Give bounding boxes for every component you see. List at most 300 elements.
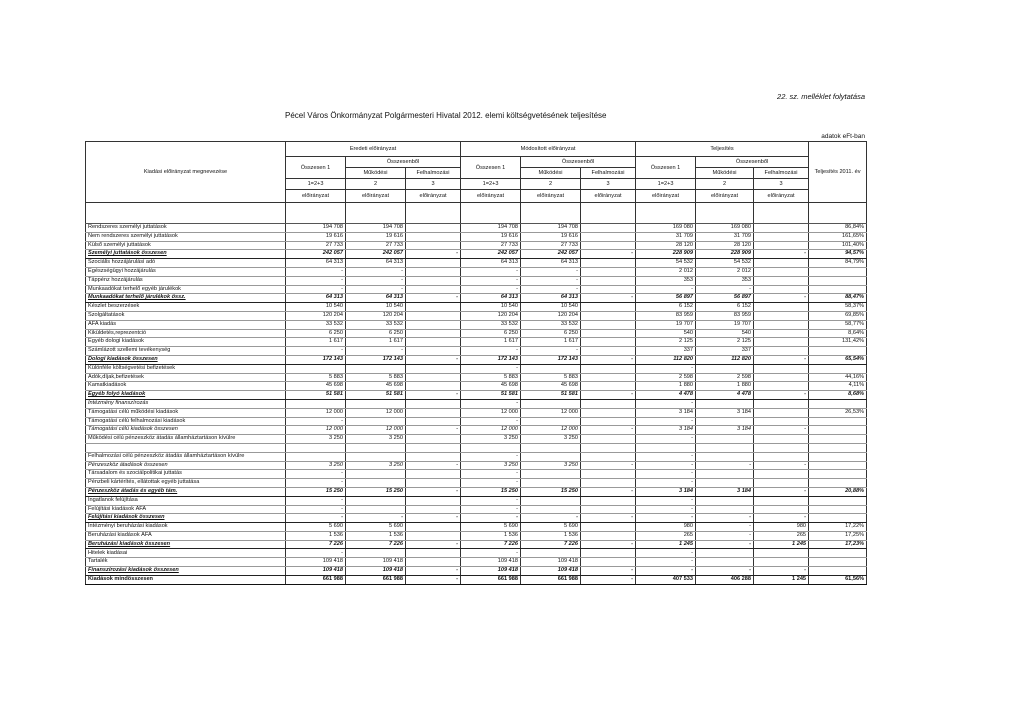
- cell-value: [809, 364, 867, 373]
- cell-value: 540: [696, 329, 754, 338]
- cell-value: 83 959: [636, 311, 696, 320]
- cell-value: [696, 417, 754, 426]
- cell-value: -: [754, 567, 809, 576]
- cell-value: 64 313: [286, 259, 346, 268]
- cell-value: 5 883: [346, 373, 406, 382]
- cell-value: -: [754, 487, 809, 496]
- cell-value: 169 080: [696, 224, 754, 233]
- cell-value: [754, 399, 809, 408]
- cell-value: [754, 479, 809, 488]
- cell-value: 120 204: [461, 311, 521, 320]
- cell-value: 88,47%: [809, 294, 867, 303]
- cell-value: [346, 496, 406, 505]
- cell-value: [581, 443, 636, 452]
- cell-value: -: [461, 267, 521, 276]
- row-label: Személyi juttatások összesen: [86, 250, 286, 259]
- header-col-2: 2: [696, 179, 754, 190]
- cell-value: 56 897: [696, 294, 754, 303]
- table-row: [86, 408, 867, 417]
- cell-value: 1 536: [461, 531, 521, 540]
- row-label: Számlázott szellemi tevékenység: [86, 347, 286, 356]
- cell-value: -: [636, 558, 696, 567]
- table-row: [86, 523, 867, 532]
- cell-value: [581, 267, 636, 276]
- cell-value: 1 536: [286, 531, 346, 540]
- header-mukodesi: Működési: [696, 168, 754, 179]
- cell-value: [754, 505, 809, 514]
- cell-value: [521, 203, 581, 224]
- cell-value: 3 250: [461, 435, 521, 444]
- cell-value: 12 000: [286, 408, 346, 417]
- cell-value: -: [696, 461, 754, 470]
- cell-value: 228 909: [696, 250, 754, 259]
- cell-value: -: [581, 540, 636, 549]
- table-row: [86, 531, 867, 540]
- cell-value: 10 540: [286, 303, 346, 312]
- cell-value: [696, 399, 754, 408]
- cell-value: 84,79%: [809, 259, 867, 268]
- cell-value: [754, 311, 809, 320]
- cell-value: -: [581, 514, 636, 523]
- cell-value: 3 184: [636, 408, 696, 417]
- cell-value: [286, 364, 346, 373]
- cell-value: [696, 496, 754, 505]
- row-label: Ingatlanok felújítása: [86, 496, 286, 505]
- cell-value: [521, 364, 581, 373]
- row-label: Adók,díjak,befizetések: [86, 373, 286, 382]
- cell-value: 1 245: [754, 540, 809, 549]
- cell-value: [581, 329, 636, 338]
- table-body: [86, 203, 867, 585]
- cell-value: [754, 347, 809, 356]
- cell-value: 109 418: [521, 567, 581, 576]
- table-header: [86, 142, 867, 203]
- cell-value: 109 418: [461, 558, 521, 567]
- cell-value: -: [346, 267, 406, 276]
- cell-value: [581, 320, 636, 329]
- header-eloiranyzat: előirányzat: [461, 190, 521, 203]
- table-row: [86, 470, 867, 479]
- row-label: Kiadások mindösszesen: [86, 575, 286, 584]
- cell-value: -: [461, 505, 521, 514]
- cell-value: -: [696, 567, 754, 576]
- cell-value: 26,53%: [809, 408, 867, 417]
- cell-value: 109 418: [286, 558, 346, 567]
- cell-value: -: [461, 364, 521, 373]
- cell-value: 12 000: [521, 408, 581, 417]
- cell-value: [406, 417, 461, 426]
- cell-value: 64 313: [461, 294, 521, 303]
- cell-value: 69,85%: [809, 311, 867, 320]
- cell-value: 6 152: [636, 303, 696, 312]
- cell-value: 8,68%: [809, 391, 867, 400]
- cell-value: -: [581, 250, 636, 259]
- header-total: Összesen 1: [636, 157, 696, 179]
- cell-value: 19 616: [346, 232, 406, 241]
- row-label: Egyéb folyó kiadások: [86, 391, 286, 400]
- row-label: Beruházási kiadások ÁFA: [86, 531, 286, 540]
- cell-value: 540: [636, 329, 696, 338]
- cell-value: [406, 549, 461, 558]
- cell-value: [754, 232, 809, 241]
- cell-value: 12 000: [521, 426, 581, 435]
- cell-value: 19 616: [461, 232, 521, 241]
- budget-table: [85, 141, 867, 585]
- cell-value: 61,56%: [809, 575, 867, 584]
- row-label: Támogatási célú kiadások összesen: [86, 426, 286, 435]
- header-felhalmozasi: Felhalmozási: [754, 168, 809, 179]
- cell-value: [809, 347, 867, 356]
- cell-value: [346, 452, 406, 461]
- cell-value: [696, 443, 754, 452]
- cell-value: [581, 241, 636, 250]
- cell-value: [346, 417, 406, 426]
- cell-value: [754, 549, 809, 558]
- cell-value: [406, 285, 461, 294]
- header-eloiranyzat: előirányzat: [636, 190, 696, 203]
- cell-value: -: [346, 347, 406, 356]
- row-label: Dologi kiadások összesen: [86, 355, 286, 364]
- header-formula: 1=2+3: [461, 179, 521, 190]
- cell-value: -: [636, 549, 696, 558]
- cell-value: 1 536: [346, 531, 406, 540]
- cell-value: [581, 435, 636, 444]
- cell-value: 51 581: [286, 391, 346, 400]
- cell-value: 19 616: [521, 232, 581, 241]
- table-row: [86, 338, 867, 347]
- cell-value: [521, 496, 581, 505]
- cell-value: [286, 399, 346, 408]
- cell-value: [581, 523, 636, 532]
- cell-value: 6 250: [461, 329, 521, 338]
- cell-value: 161,65%: [809, 232, 867, 241]
- table-row: [86, 461, 867, 470]
- row-label: Kamatkiadások: [86, 382, 286, 391]
- cell-value: [406, 224, 461, 233]
- cell-value: -: [406, 294, 461, 303]
- cell-value: [581, 276, 636, 285]
- cell-value: 12 000: [461, 408, 521, 417]
- cell-value: [809, 417, 867, 426]
- table-row: [86, 373, 867, 382]
- cell-value: [809, 452, 867, 461]
- cell-value: 33 532: [286, 320, 346, 329]
- cell-value: [581, 558, 636, 567]
- cell-value: 3 250: [286, 435, 346, 444]
- cell-value: 242 057: [286, 250, 346, 259]
- cell-value: [809, 567, 867, 576]
- cell-value: 242 057: [346, 250, 406, 259]
- cell-value: -: [636, 505, 696, 514]
- cell-value: [581, 303, 636, 312]
- unit-label: adatok eFt-ban: [821, 133, 865, 140]
- table-row: [86, 417, 867, 426]
- cell-value: -: [581, 567, 636, 576]
- table-row: [86, 567, 867, 576]
- cell-value: 7 226: [346, 540, 406, 549]
- cell-value: [809, 558, 867, 567]
- cell-value: -: [696, 531, 754, 540]
- cell-value: 1 880: [636, 382, 696, 391]
- cell-value: 3 250: [346, 435, 406, 444]
- cell-value: -: [521, 514, 581, 523]
- cell-value: -: [581, 575, 636, 584]
- table-row: [86, 558, 867, 567]
- cell-value: 2 125: [696, 338, 754, 347]
- cell-value: 5 883: [521, 373, 581, 382]
- cell-value: [406, 364, 461, 373]
- cell-value: -: [636, 479, 696, 488]
- cell-value: [754, 417, 809, 426]
- cell-value: -: [286, 549, 346, 558]
- table-row: [86, 479, 867, 488]
- cell-value: -: [581, 391, 636, 400]
- cell-value: -: [461, 514, 521, 523]
- cell-value: -: [406, 355, 461, 364]
- cell-value: [286, 452, 346, 461]
- header-ratio: Teljesítés 2011. év: [809, 142, 867, 203]
- cell-value: [581, 452, 636, 461]
- cell-value: 2 012: [696, 267, 754, 276]
- cell-value: [581, 531, 636, 540]
- cell-value: [581, 479, 636, 488]
- cell-value: -: [286, 276, 346, 285]
- cell-value: 1 617: [521, 338, 581, 347]
- cell-value: 1 245: [754, 575, 809, 584]
- header-breakdown: Összesenből: [696, 157, 809, 168]
- table-row: [86, 399, 867, 408]
- header-formula: 1=2+3: [636, 179, 696, 190]
- cell-value: -: [406, 426, 461, 435]
- cell-value: 4 478: [636, 391, 696, 400]
- cell-value: 3 250: [286, 461, 346, 470]
- cell-value: [406, 338, 461, 347]
- cell-value: [406, 329, 461, 338]
- table-row: [86, 347, 867, 356]
- cell-value: 10 540: [346, 303, 406, 312]
- cell-value: 31 709: [696, 232, 754, 241]
- row-label: Pénzeszköz átadás és egyéb tám.: [86, 487, 286, 496]
- cell-value: 27 733: [346, 241, 406, 250]
- cell-value: -: [636, 452, 696, 461]
- cell-value: -: [461, 347, 521, 356]
- cell-value: 33 532: [521, 320, 581, 329]
- header-row-label: Kiadási előirányzat megnevezése: [86, 142, 286, 203]
- cell-value: 6 152: [696, 303, 754, 312]
- cell-value: 15 250: [286, 487, 346, 496]
- cell-value: [521, 399, 581, 408]
- cell-value: 1 617: [286, 338, 346, 347]
- cell-value: -: [636, 496, 696, 505]
- cell-value: 5 883: [286, 373, 346, 382]
- row-label: Kiküldetés,reprezentció: [86, 329, 286, 338]
- cell-value: 8,64%: [809, 329, 867, 338]
- cell-value: -: [636, 435, 696, 444]
- cell-value: -: [636, 470, 696, 479]
- cell-value: [754, 224, 809, 233]
- cell-value: [696, 479, 754, 488]
- cell-value: [521, 505, 581, 514]
- cell-value: 12 000: [346, 426, 406, 435]
- cell-value: [346, 470, 406, 479]
- cell-value: [581, 338, 636, 347]
- cell-value: 15 250: [521, 487, 581, 496]
- cell-value: [581, 382, 636, 391]
- header-eloiranyzat: előirányzat: [696, 190, 754, 203]
- cell-value: [581, 408, 636, 417]
- cell-value: 172 143: [461, 355, 521, 364]
- row-label: Felújítási kiadások összesen: [86, 514, 286, 523]
- cell-value: -: [754, 355, 809, 364]
- cell-value: [521, 549, 581, 558]
- cell-value: -: [461, 479, 521, 488]
- cell-value: 17,25%: [809, 531, 867, 540]
- cell-value: 4,11%: [809, 382, 867, 391]
- cell-value: [754, 241, 809, 250]
- cell-value: 27 733: [461, 241, 521, 250]
- cell-value: 5 690: [461, 523, 521, 532]
- row-label: Munkaadókat terhelő egyéb járulékok: [86, 285, 286, 294]
- header-eloiranyzat: előirányzat: [581, 190, 636, 203]
- cell-value: 661 988: [521, 575, 581, 584]
- cell-value: -: [696, 540, 754, 549]
- cell-value: [581, 364, 636, 373]
- cell-value: [696, 558, 754, 567]
- cell-value: -: [581, 426, 636, 435]
- cell-value: [581, 496, 636, 505]
- cell-value: [346, 203, 406, 224]
- cell-value: [754, 443, 809, 452]
- cell-value: 109 418: [521, 558, 581, 567]
- row-label: Külső személyi juttatások: [86, 241, 286, 250]
- cell-value: 19 616: [286, 232, 346, 241]
- cell-value: [754, 408, 809, 417]
- cell-value: -: [406, 461, 461, 470]
- cell-value: -: [521, 285, 581, 294]
- row-label: Egyéb dologi kiadások: [86, 338, 286, 347]
- cell-value: [406, 241, 461, 250]
- cell-value: 112 820: [696, 355, 754, 364]
- row-label: Támogatási célú működési kiadások: [86, 408, 286, 417]
- row-label: Működési célú pénzeszköz átadás államháztartáson kívülre: [86, 435, 286, 444]
- cell-value: [696, 470, 754, 479]
- cell-value: [346, 549, 406, 558]
- cell-value: -: [636, 567, 696, 576]
- cell-value: [346, 399, 406, 408]
- cell-value: -: [521, 267, 581, 276]
- row-label: Nem rendszeres személyi juttatások: [86, 232, 286, 241]
- table-row: [86, 514, 867, 523]
- cell-value: -: [754, 426, 809, 435]
- cell-value: 7 226: [461, 540, 521, 549]
- cell-value: -: [286, 285, 346, 294]
- cell-value: -: [636, 514, 696, 523]
- cell-value: [346, 479, 406, 488]
- cell-value: [809, 514, 867, 523]
- cell-value: 19 707: [696, 320, 754, 329]
- cell-value: [754, 452, 809, 461]
- cell-value: 980: [636, 523, 696, 532]
- cell-value: [406, 232, 461, 241]
- cell-value: [521, 443, 581, 452]
- header-col-3: 3: [754, 179, 809, 190]
- cell-value: 56 897: [636, 294, 696, 303]
- cell-value: 980: [754, 523, 809, 532]
- cell-value: [581, 311, 636, 320]
- cell-value: 242 057: [461, 250, 521, 259]
- cell-value: [636, 443, 696, 452]
- header-group-modified: Módosított előirányzat: [461, 142, 636, 157]
- cell-value: 86,84%: [809, 224, 867, 233]
- cell-value: 5 690: [286, 523, 346, 532]
- row-label: Hitelek kiadásai: [86, 549, 286, 558]
- cell-value: 64 313: [346, 259, 406, 268]
- cell-value: [696, 435, 754, 444]
- cell-value: -: [636, 364, 696, 373]
- cell-value: 17,23%: [809, 540, 867, 549]
- cell-value: -: [286, 505, 346, 514]
- cell-value: [809, 479, 867, 488]
- table-row: [86, 259, 867, 268]
- header-eloiranyzat: előirányzat: [521, 190, 581, 203]
- table-row: [86, 285, 867, 294]
- cell-value: [696, 203, 754, 224]
- header-breakdown: Összesenből: [521, 157, 636, 168]
- table-row: [86, 505, 867, 514]
- cell-value: 194 708: [346, 224, 406, 233]
- cell-value: 12 000: [346, 408, 406, 417]
- cell-value: [406, 399, 461, 408]
- cell-value: -: [461, 276, 521, 285]
- cell-value: 3 250: [521, 435, 581, 444]
- cell-value: 3 184: [696, 426, 754, 435]
- row-label: Támogatási célú felhalmozási kiadások: [86, 417, 286, 426]
- row-label: Egészségügyi hozzájárulás: [86, 267, 286, 276]
- cell-value: -: [581, 355, 636, 364]
- cell-value: 337: [696, 347, 754, 356]
- cell-value: 6 250: [286, 329, 346, 338]
- cell-value: [581, 417, 636, 426]
- table-row: [86, 549, 867, 558]
- row-label: Felhalmozási célú pénzeszköz átadás államháztartáson kívülre: [86, 452, 286, 461]
- cell-value: 64 313: [346, 294, 406, 303]
- cell-value: [754, 364, 809, 373]
- table-row: [86, 320, 867, 329]
- table-row: [86, 540, 867, 549]
- cell-value: [809, 276, 867, 285]
- cell-value: -: [581, 461, 636, 470]
- cell-value: -: [286, 347, 346, 356]
- cell-value: 2 598: [636, 373, 696, 382]
- cell-value: 407 533: [636, 575, 696, 584]
- cell-value: -: [286, 417, 346, 426]
- cell-value: 265: [754, 531, 809, 540]
- cell-value: [809, 399, 867, 408]
- cell-value: [406, 373, 461, 382]
- header-col-3: 3: [581, 179, 636, 190]
- cell-value: [286, 203, 346, 224]
- cell-value: [581, 347, 636, 356]
- cell-value: [581, 399, 636, 408]
- cell-value: [406, 479, 461, 488]
- cell-value: -: [636, 417, 696, 426]
- cell-value: 661 988: [461, 575, 521, 584]
- cell-value: 58,37%: [809, 303, 867, 312]
- row-label: [86, 443, 286, 452]
- cell-value: 6 250: [521, 329, 581, 338]
- cell-value: 28 120: [696, 241, 754, 250]
- cell-value: -: [636, 399, 696, 408]
